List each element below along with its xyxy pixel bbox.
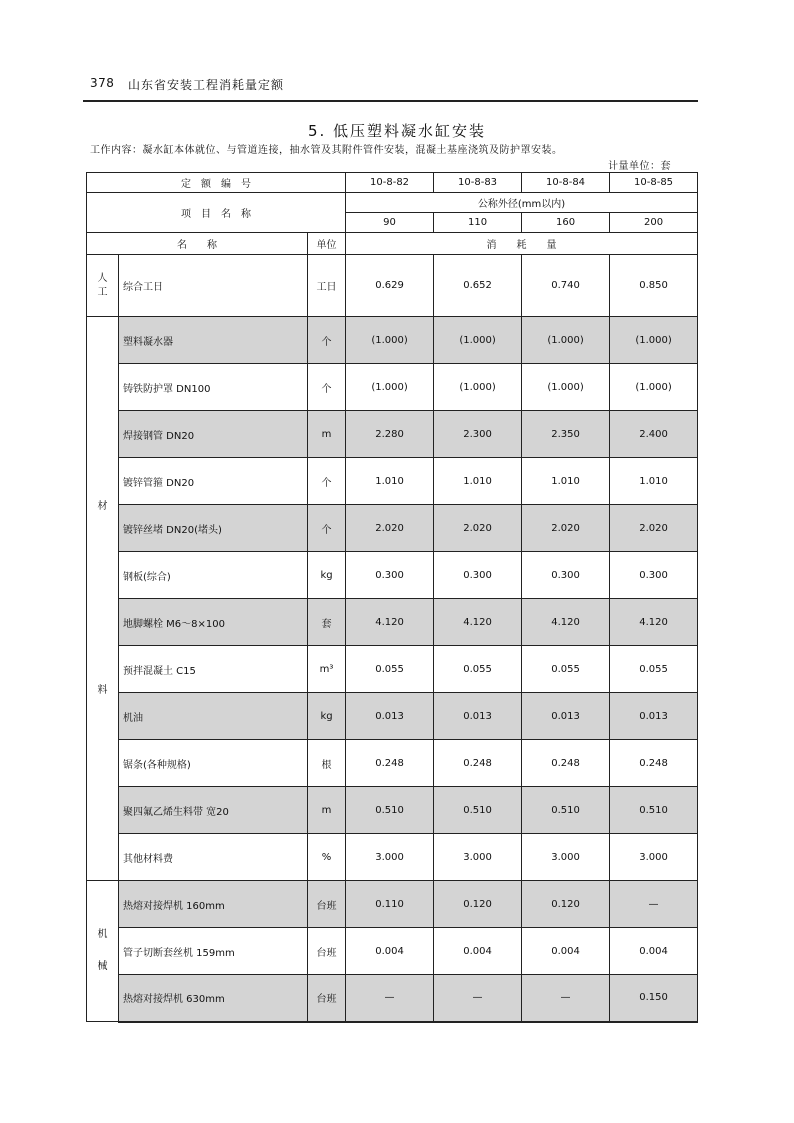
consumption-value: 0.652 xyxy=(434,255,522,317)
consumption-value: 0.248 xyxy=(522,740,610,787)
table-row xyxy=(87,928,698,975)
item-unit: 台班 xyxy=(308,975,346,1022)
diameter-label-row xyxy=(87,193,698,213)
item-name: 其他材料费 xyxy=(119,834,308,881)
consumption-value: 0.300 xyxy=(610,552,698,599)
consumption-value: (1.000) xyxy=(610,364,698,411)
consumption-value: (1.000) xyxy=(346,317,434,364)
consumption-value: (1.000) xyxy=(434,317,522,364)
table-row xyxy=(87,787,698,834)
item-name: 预拌混凝土 C15 xyxy=(119,646,308,693)
consumption-value: 0.004 xyxy=(434,928,522,975)
consumption-value: 0.510 xyxy=(434,787,522,834)
diameter-value: 110 xyxy=(434,213,522,233)
consumption-value: 0.110 xyxy=(346,881,434,928)
item-name: 聚四氟乙烯生料带 宽20 xyxy=(119,787,308,834)
table-row xyxy=(87,975,698,1022)
consumption-value: 0.300 xyxy=(434,552,522,599)
category-cell xyxy=(87,881,119,1022)
consumption-value: 1.010 xyxy=(522,458,610,505)
consumption-value: — xyxy=(522,975,610,1022)
table-row xyxy=(87,364,698,411)
consumption-value: 2.400 xyxy=(610,411,698,458)
col-unit-header: 单位 xyxy=(308,233,346,255)
category-cell xyxy=(87,255,119,317)
consumption-value: 2.280 xyxy=(346,411,434,458)
table-row xyxy=(87,693,698,740)
item-unit: kg xyxy=(308,552,346,599)
consumption-value: — xyxy=(610,881,698,928)
quota-table xyxy=(86,172,698,1023)
consumption-value: 1.010 xyxy=(434,458,522,505)
diameter-label: 公称外径(mm以内) xyxy=(346,193,698,213)
consumption-value: 0.248 xyxy=(434,740,522,787)
consumption-value: 2.020 xyxy=(610,505,698,552)
consumption-value: 0.510 xyxy=(346,787,434,834)
consumption-value: 0.004 xyxy=(610,928,698,975)
col-name-header: 名 称 xyxy=(87,233,308,255)
consumption-value: (1.000) xyxy=(434,364,522,411)
item-name: 热熔对接焊机 160mm xyxy=(119,881,308,928)
consumption-value: 3.000 xyxy=(610,834,698,881)
consumption-value: — xyxy=(346,975,434,1022)
consumption-value: — xyxy=(434,975,522,1022)
item-name: 锯条(各种规格) xyxy=(119,740,308,787)
header-divider xyxy=(83,100,698,102)
quota-code: 10-8-83 xyxy=(434,173,522,193)
consumption-value: 0.150 xyxy=(610,975,698,1022)
diameter-value: 90 xyxy=(346,213,434,233)
item-unit: 个 xyxy=(308,458,346,505)
work-content: 工作内容：凝水缸本体就位、与管道连接，抽水管及其附件管件安装，混凝土基座浇筑及防护罩安装。 xyxy=(90,145,563,156)
consumption-value: 0.850 xyxy=(610,255,698,317)
consumption-value: 1.010 xyxy=(610,458,698,505)
item-name: 综合工日 xyxy=(119,255,308,317)
consumption-value: 1.010 xyxy=(346,458,434,505)
consumption-value: 3.000 xyxy=(346,834,434,881)
item-name: 塑料凝水器 xyxy=(119,317,308,364)
consumption-value: 2.020 xyxy=(522,505,610,552)
item-unit: 个 xyxy=(308,364,346,411)
table-row xyxy=(87,552,698,599)
item-name: 镀锌丝堵 DN20(堵头) xyxy=(119,505,308,552)
consumption-value: 0.120 xyxy=(522,881,610,928)
consumption-value: 0.300 xyxy=(522,552,610,599)
item-name: 管子切断套丝机 159mm xyxy=(119,928,308,975)
category-cell xyxy=(87,317,119,881)
category-label-top: 机 xyxy=(97,929,108,940)
table-row xyxy=(87,834,698,881)
consumption-value: 0.013 xyxy=(346,693,434,740)
consumption-value: 0.013 xyxy=(610,693,698,740)
consumption-value: 4.120 xyxy=(522,599,610,646)
item-name: 热熔对接焊机 630mm xyxy=(119,975,308,1022)
table-row xyxy=(87,458,698,505)
item-unit: 个 xyxy=(308,505,346,552)
table-row xyxy=(87,881,698,928)
consumption-value: 0.510 xyxy=(522,787,610,834)
consumption-value: 4.120 xyxy=(434,599,522,646)
item-name: 钢板(综合) xyxy=(119,552,308,599)
consumption-value: 0.120 xyxy=(434,881,522,928)
diameter-value: 200 xyxy=(610,213,698,233)
table-row xyxy=(87,505,698,552)
book-title: 山东省安装工程消耗量定额 xyxy=(128,78,285,92)
quota-label: 定 额 编 号 xyxy=(87,173,346,193)
consumption-value: (1.000) xyxy=(522,364,610,411)
item-name: 机油 xyxy=(119,693,308,740)
consumption-value: 2.020 xyxy=(434,505,522,552)
category-label: 人工 xyxy=(97,272,108,298)
item-name: 焊接钢管 DN20 xyxy=(119,411,308,458)
consumption-value: 0.055 xyxy=(610,646,698,693)
item-name: 镀锌管箍 DN20 xyxy=(119,458,308,505)
consumption-value: (1.000) xyxy=(346,364,434,411)
table-row xyxy=(87,411,698,458)
diameter-value: 160 xyxy=(522,213,610,233)
table-row xyxy=(87,740,698,787)
consumption-value: 0.055 xyxy=(434,646,522,693)
consumption-value: 0.510 xyxy=(610,787,698,834)
item-unit: 根 xyxy=(308,740,346,787)
item-unit: 工日 xyxy=(308,255,346,317)
item-unit: kg xyxy=(308,693,346,740)
section-title: 5. 低压塑料凝水缸安装 xyxy=(307,122,487,140)
consumption-value: 0.055 xyxy=(522,646,610,693)
quota-code: 10-8-85 xyxy=(610,173,698,193)
consumption-value: 4.120 xyxy=(346,599,434,646)
consumption-value: (1.000) xyxy=(610,317,698,364)
consumption-value: 3.000 xyxy=(434,834,522,881)
consumption-value: 2.020 xyxy=(346,505,434,552)
consumption-value: 0.055 xyxy=(346,646,434,693)
item-name: 地脚螺栓 M6～8×100 xyxy=(119,599,308,646)
unit-note: 计量单位：套 xyxy=(608,161,671,172)
category-label-bottom: 料 xyxy=(97,684,108,696)
table-row xyxy=(87,599,698,646)
item-unit: m xyxy=(308,411,346,458)
category-label-top: 材 xyxy=(97,500,108,512)
consumption-value: 0.300 xyxy=(346,552,434,599)
consumption-value: 0.740 xyxy=(522,255,610,317)
item-unit: 台班 xyxy=(308,881,346,928)
consumption-value: 3.000 xyxy=(522,834,610,881)
item-unit: % xyxy=(308,834,346,881)
consumption-value: 0.248 xyxy=(610,740,698,787)
quota-code-row xyxy=(87,173,698,193)
quota-code: 10-8-82 xyxy=(346,173,434,193)
item-unit: 套 xyxy=(308,599,346,646)
consumption-value: 0.013 xyxy=(522,693,610,740)
consumption-value: 0.013 xyxy=(434,693,522,740)
consumption-value: 0.004 xyxy=(522,928,610,975)
column-header-row xyxy=(87,233,698,255)
item-unit: m³ xyxy=(308,646,346,693)
quota-code: 10-8-84 xyxy=(522,173,610,193)
consumption-value: 4.120 xyxy=(610,599,698,646)
item-name-label: 项 目 名 称 xyxy=(87,193,346,233)
consumption-value: 0.248 xyxy=(346,740,434,787)
col-consumption-header: 消 耗 量 xyxy=(346,233,698,255)
table-row xyxy=(87,317,698,364)
item-unit: 台班 xyxy=(308,928,346,975)
table-row xyxy=(87,646,698,693)
page-number: 378 xyxy=(90,76,115,90)
consumption-value: 2.350 xyxy=(522,411,610,458)
consumption-value: 0.004 xyxy=(346,928,434,975)
item-unit: m xyxy=(308,787,346,834)
consumption-value: 2.300 xyxy=(434,411,522,458)
table-row xyxy=(87,255,698,317)
item-name: 铸铁防护罩 DN100 xyxy=(119,364,308,411)
consumption-value: (1.000) xyxy=(522,317,610,364)
category-label-bottom: 械 xyxy=(97,961,108,972)
item-unit: 个 xyxy=(308,317,346,364)
consumption-value: 0.629 xyxy=(346,255,434,317)
